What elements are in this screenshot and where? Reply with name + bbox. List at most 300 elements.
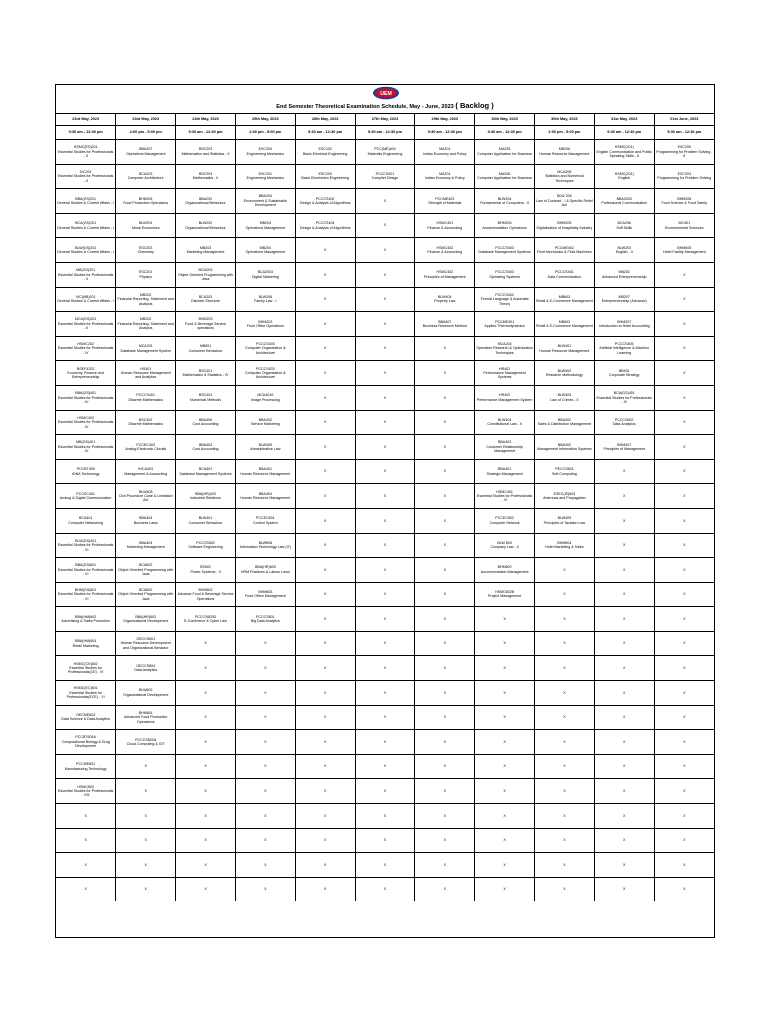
exam-cell: HSMC401 Finance & Accounting [415,213,475,238]
exam-cell: X [295,435,355,460]
exam-cell: BSC203 Mathematics and Statistics - II [176,140,236,165]
exam-cell: X [355,459,415,484]
exam-cell: BLW403 Law of Crimes - II [535,385,595,410]
exam-cell: X [235,754,295,779]
exam-cell: MCA206 Statistics and Numerical Techniques [535,164,595,189]
exam-cell: MCA202 Object Oriented Programming with Java [176,262,236,287]
exam-cell: PCCEC601 Control System [235,508,295,533]
exam-cell: IVC201 Essential Studies for Professionals - II [56,164,116,189]
exam-cell: X [415,607,475,632]
exam-cell: BBA406 Cost Accounting [176,410,236,435]
exam-cell: X [654,410,714,435]
exam-cell: BHM602 Accommodation Management [475,558,535,583]
exam-cell: X [535,582,595,607]
exam-cell: X [594,730,654,755]
exam-cell: PCCCS403 Database Management Systems [475,238,535,263]
exam-cell: X [176,705,236,730]
exam-cell: ESC203 Programming for Problem Solving [654,164,714,189]
date-header-cell: 29th May, 2023 [415,114,475,126]
exam-cell: IHCA403 Management & Accounting [116,459,176,484]
exam-cell: X [654,828,714,853]
exam-cell: X [475,681,535,706]
exam-cell: BBA(GS)201 General Studies & Current Affairs - I [56,189,116,214]
time-slot-cell: 9:30 am - 12:30 pm [295,126,355,140]
exam-cell: X [654,459,714,484]
exam-cell: X [355,484,415,509]
exam-cell: X [355,656,415,681]
exam-cell: HSMC402 Essential Studies for Professionals - IV [56,410,116,435]
exam-cell: X [594,607,654,632]
schedule-row [56,262,714,287]
exam-cell: MB201 Advanced Entrepreneurship [594,262,654,287]
exam-cell: HSMC202 Essential Studies for Professionals - IV [56,336,116,361]
exam-cell: MC401 Environmental Sciences [654,213,714,238]
exam-cell: BBA202 Organizational Behaviour [176,189,236,214]
exam-cell: PCCME601 Manufacturing Technology [56,754,116,779]
exam-cell: BBA404 Human Resource Management [235,484,295,509]
exam-cell: BLW401 Human Resource Management [535,336,595,361]
exam-cell: X [654,287,714,312]
exam-cell: X [355,877,415,901]
exam-cell: BHM203 Food & Beverage Service operations [176,312,236,337]
exam-cell: X [295,804,355,829]
exam-cell: X [475,804,535,829]
exam-cell: PCCEC401 Analog & Digital Communication [56,484,116,509]
exam-cell: BHM201 Food Production Operations [116,189,176,214]
exam-cell: X [355,558,415,583]
exam-cell: BLW402 Research Methodology [535,361,595,386]
exam-cell: X [415,681,475,706]
exam-cell: BHM407 Principles of Management [594,435,654,460]
exam-cell: BBA204 Environment & Sustainable Development [235,189,295,214]
exam-cell: X [415,361,475,386]
exam-cell: X [535,631,595,656]
exam-cell: BBA404 Business Laws [116,508,176,533]
exam-cell: BHM207 Introduction to Hotel Accounting [594,312,654,337]
time-slot-cell: 9:30 am - 12:30 pm [56,126,116,140]
exam-cell: X [176,681,236,706]
exam-cell: EE602 Power Systems - II [176,558,236,583]
exam-cell: HSMC802 Essential Studies for Professionals - VIII [56,779,116,804]
schedule-row [56,435,714,460]
exam-cell: X [355,361,415,386]
exam-cell: HS401 Human Resource Management and Analytics [116,361,176,386]
exam-cell: MCA201 Database Management System [116,336,176,361]
exam-cell: BCA401 Database Management Systems [176,459,236,484]
exam-cell: BLW405 Administrative Law [235,435,295,460]
schedule-row [56,705,714,730]
exam-cell: BHM605 Hotel Facility Management [654,238,714,263]
exam-cell: BBA401 Strategic Management [475,459,535,484]
exam-cell: X [415,508,475,533]
exam-cell: X [295,336,355,361]
exam-schedule-table [56,114,714,901]
exam-cell: X [295,754,355,779]
exam-cell: X [594,681,654,706]
exam-cell: X [116,804,176,829]
exam-cell: BLW404 Property Law [415,287,475,312]
time-header-row [56,126,714,140]
exam-cell: X [355,804,415,829]
exam-cell: X [475,877,535,901]
exam-cell: X [654,508,714,533]
exam-cell: PCCCS402 Design & Analysis of Algorithms [295,189,355,214]
exam-cell: X [415,804,475,829]
exam-cell: X [355,435,415,460]
exam-cell: ESC205 Programming for Problem Solving - II [654,140,714,165]
exam-cell: X [176,730,236,755]
exam-cell: X [475,656,535,681]
schedule-row [56,213,714,238]
exam-cell: X [355,705,415,730]
exam-cell: BLW(GS)401 Essential Studies for Professionals - VI [56,533,116,558]
exam-cell: X [415,730,475,755]
exam-cell: X [295,582,355,607]
exam-cell: PCCCS401 Data Communication [535,262,595,287]
exam-cell: X [295,607,355,632]
exam-cell: X [355,238,415,263]
date-header-cell: 01st June, 2023 [654,114,714,126]
exam-cell: BHM603 Front Office Management [235,582,295,607]
exam-cell: X [415,631,475,656]
exam-cell: X [176,631,236,656]
exam-cell: X [654,804,714,829]
exam-cell: X [235,804,295,829]
exam-cell: PCCCS602 Data Analytics [594,410,654,435]
exam-cell: X [355,336,415,361]
schedule-row [56,582,714,607]
time-slot-cell: 9:30 am - 12:30 pm [475,126,535,140]
exam-cell: MA201 Indian Economy & Policy [415,164,475,189]
exam-cell: X [415,385,475,410]
exam-cell: MB207 Entrepreneurship (Advance) [594,287,654,312]
time-slot-cell: 9:30 am - 12:30 pm [355,126,415,140]
exam-cell: MB603 Retail & E-Commerce Management [535,312,595,337]
exam-cell: X [594,631,654,656]
schedule-row [56,312,714,337]
exam-cell: X [415,484,475,509]
exam-cell: X [355,754,415,779]
date-header-cell: 30th May, 2023 [475,114,535,126]
date-header-row [56,114,714,126]
exam-cell: X [654,607,714,632]
exam-cell: X [56,804,116,829]
exam-cell: BBA(GS)601 Essential Studies for Professionals - VI [56,558,116,583]
exam-cell: HR402 Performance Management System [475,385,535,410]
exam-cell: PCCCS601 Big Data Analytics [235,607,295,632]
schedule-row [56,140,714,165]
exam-cell: BLW202 Organizational Behaviour [176,213,236,238]
exam-cell: BBA407 Business Research Method [415,312,475,337]
exam-cell: X [295,656,355,681]
exam-cell: BBA402 Management Information Systems [535,435,595,460]
backlog-label: ( Backlog ) [455,101,494,110]
exam-cell: PCCCS403 Operating Systems [475,262,535,287]
exam-cell: X [295,877,355,901]
exam-cell: X [176,656,236,681]
exam-cell: X [235,828,295,853]
exam-cell: X [475,853,535,878]
exam-cell: BLW608 Information Technology Law (IT) [235,533,295,558]
exam-cell: X [535,877,595,901]
schedule-row [56,754,714,779]
exam-cell: PCCCS602 Software Engineering [176,533,236,558]
schedule-row [56,361,714,386]
exam-cell: X [235,705,295,730]
exam-cell: X [116,877,176,901]
exam-cell: HR402 Performance Management Systems [475,361,535,386]
exam-cell: X [295,361,355,386]
exam-cell: BLW 603 Company Law - II [475,533,535,558]
exam-cell: BCA401 Computer Networking [56,508,116,533]
exam-cell: BLW404 Constitutional Law - II [475,410,535,435]
exam-cell: OECCS604 Data Analytics [116,656,176,681]
exam-cell: X [535,730,595,755]
time-slot-cell: 9:30 am - 12:30 pm [176,126,236,140]
exam-cell: X [535,681,595,706]
exam-cell: X [475,828,535,853]
exam-cell: X [654,730,714,755]
exam-cell: BSC401 Numerical Methods [176,385,236,410]
exam-cell: BBA(HR)403 Industrial Relations [176,484,236,509]
exam-cell: X [235,779,295,804]
schedule-row [56,189,714,214]
schedule-row [56,533,714,558]
exam-cell: X [415,435,475,460]
exam-cell: X [654,336,714,361]
exam-cell: X [295,533,355,558]
exam-cell: BCA203 Discrete Structure [176,287,236,312]
date-header-cell: 30th May, 2023 [535,114,595,126]
exam-cell: BBA(GS)401 Essential Studies for Professionals - IV [56,385,116,410]
exam-cell: BSC203 Mathematics - II [176,164,236,189]
exam-cell: HSMC(201) English Communication and Public Speaking Skills - II [594,140,654,165]
exam-cell: X [355,681,415,706]
exam-cell: MCA(GS)201 Essential Studies for Professionals - II [56,312,116,337]
date-header-cell: 25th May, 2023 [235,114,295,126]
exam-cell: BHM604 Hotel Marketing & Sales [535,533,595,558]
exam-cell: X [355,533,415,558]
exam-cell: X [176,804,236,829]
schedule-row [56,508,714,533]
exam-cell: X [235,853,295,878]
date-header-cell: 26th May, 2023 [295,114,355,126]
exam-cell: X [594,853,654,878]
exam-cell: BCA203 Computer Architecture [116,164,176,189]
exam-cell: ESC202 Basic Electrical Engineering [295,140,355,165]
exam-cell: MCA4016 Image Processing [235,385,295,410]
exam-cell: X [355,312,415,337]
title-text: End Semester Theoretical Examination Schedule, May - June, 2023 [276,104,454,110]
exam-cell: BHM208 Food Science & Food Safety [654,189,714,214]
exam-cell: X [535,804,595,829]
exam-cell: BLW201 Moral Economics [116,213,176,238]
time-slot-cell: 9:30 am - 12:30 pm [594,126,654,140]
exam-cell: BLW401 Consumer Behaviour [176,508,236,533]
exam-cell: X [295,312,355,337]
exam-cell: X [415,828,475,853]
exam-cell: HSMC(201) English [594,164,654,189]
exam-cell: X [415,853,475,878]
exam-cell: BLW602 Organizational Development [116,681,176,706]
exam-cell: X [654,435,714,460]
exam-cell: X [415,558,475,583]
exam-cell: BSC401 Mathematics & Statistics - IV [176,361,236,386]
exam-cell: BBA402 Service Marketing [235,410,295,435]
exam-cell: HSMC(EC)601 Essential Studies for Professionals(ECE) - VI [56,681,116,706]
exam-cell: BLW408 Civil Procedure Code & Limitation Act [116,484,176,509]
exam-cell: PCCCS403 Computer Organization & Architecture [235,336,295,361]
exam-cell: X [535,779,595,804]
exam-cell: X [654,484,714,509]
exam-cell: X [415,459,475,484]
schedule-row [56,779,714,804]
sheet-header [56,85,714,114]
exam-cell: BBA2003 Professional Communication [594,189,654,214]
exam-cell: X [594,533,654,558]
exam-cell: BBA(HR)603 HRM Practices & Labour Laws [235,558,295,583]
exam-cell: PCC(ME)404 Materials Engineering [355,140,415,165]
exam-cell: X [535,754,595,779]
exam-cell: IVC(MB)201 General Studies & Current Affairs - I [56,287,116,312]
exam-cell: MB204 Operations Management [235,238,295,263]
exam-cell: X [594,558,654,583]
exam-cell: X [355,582,415,607]
exam-cell: X [475,779,535,804]
exam-cell: BHM601 Advanced Food Production Operations [116,705,176,730]
exam-cell: X [295,828,355,853]
exam-cell: X [355,410,415,435]
exam-cell: BHM602 Advance Food & Beverage Service Operations [176,582,236,607]
exam-cell: BCA602 Object Oriented Programming with Java [116,558,176,583]
exam-cell: X [654,877,714,901]
schedule-row [56,853,714,878]
exam-cell: X [355,828,415,853]
exam-cell: X [654,558,714,583]
exam-cell: BCA2003 Digital Marketing [235,262,295,287]
exam-cell: ESEC(IE)603 Antennas and Propagation [535,484,595,509]
exam-cell: X [535,656,595,681]
exam-cell: PCCCS405 Artificial Intelligence & Machine Learning [594,336,654,361]
exam-cell: X [355,213,415,238]
exam-cell: X [594,459,654,484]
exam-cell: BB401 Corporate Strategy [594,361,654,386]
exam-cell: BLW 205 Law of Contract - I & Specific Relief Act [535,189,595,214]
exam-cell: MA206 Computer Application for Business [475,164,535,189]
exam-cell: BLW206 Family Law - I [235,287,295,312]
exam-cell: X [594,804,654,829]
exam-cell: BLW(GS)201 General Studies & Current Affairs - I [56,238,116,263]
exam-cell: X [654,262,714,287]
exam-cell: MB206 Human Resource Management [535,140,595,165]
exam-cell: X [56,853,116,878]
exam-cell: X [235,681,295,706]
exam-cell: X [415,705,475,730]
schedule-row [56,730,714,755]
exam-cell: X [415,336,475,361]
exam-cell: X [654,582,714,607]
exam-cell: BLW204 Fundamental of Computers - II [475,189,535,214]
exam-cell: X [176,779,236,804]
schedule-sheet [55,84,715,938]
exam-cell: X [295,681,355,706]
exam-cell: PCCEC403 Analog Electronic Circuits [116,435,176,460]
schedule-row [56,681,714,706]
exam-cell: PCCME401 Applied Thermodynamics [475,312,535,337]
exam-cell: X [654,853,714,878]
exam-cell: X [415,582,475,607]
exam-cell: X [594,484,654,509]
exam-cell: X [654,779,714,804]
exam-cell: PCCBT604A Computational Biology & Drug Development [56,730,116,755]
exam-cell: BBA401 Human Resource Management [235,459,295,484]
exam-cell: BLW203 English - II [594,238,654,263]
exam-cell: X [415,410,475,435]
exam-cell: X [295,238,355,263]
exam-cell: BSC402 Discrete Mathematics [116,410,176,435]
exam-cell: X [295,410,355,435]
exam-cell: X [415,656,475,681]
exam-cell: BSEF4202 Economy, Finance and Entrepreneurship [56,361,116,386]
exam-cell: X [415,754,475,779]
schedule-row [56,459,714,484]
exam-cell: X [355,730,415,755]
schedule-row [56,656,714,681]
exam-cell: X [56,828,116,853]
exam-cell: X [295,558,355,583]
exam-cell: X [116,828,176,853]
schedule-row [56,631,714,656]
exam-cell: X [295,508,355,533]
exam-cell: X [355,262,415,287]
exam-cell: PCCCS401 Discrete Mathematics [116,385,176,410]
time-slot-cell: 2:00 pm - 5:00 pm [116,126,176,140]
time-slot-cell: 9:30 am - 12:30 pm [654,126,714,140]
exam-cell: X [475,705,535,730]
date-header-cell: 24th May, 2023 [176,114,236,126]
schedule-row [56,558,714,583]
schedule-row [56,287,714,312]
exam-cell: ESC203 Basic Electronics Engineering [295,164,355,189]
schedule-row [56,238,714,263]
exam-cell: X [415,779,475,804]
exam-cell: MA201 Indian Economy and Policy [415,140,475,165]
exam-cell: X [654,705,714,730]
exam-cell: MB601 Consumer Behaviour [176,336,236,361]
exam-cell: X [594,582,654,607]
exam-cell: X [295,262,355,287]
date-header-cell: 27th May, 2023 [355,114,415,126]
exam-cell: X [295,631,355,656]
exam-cell: HSMC402 Finance & Accounting [415,238,475,263]
exam-cell: MB203 Marketing Management [176,238,236,263]
exam-cell: BHM205 Digitalization of Hospitality Industry [535,213,595,238]
exam-cell: X [295,730,355,755]
exam-cell: X [176,853,236,878]
exam-cell: X [116,853,176,878]
exam-cell: X [654,361,714,386]
exam-cell: X [176,754,236,779]
exam-cell: MCA204 Operation Research & Optimization Techniques [475,336,535,361]
exam-cell: X [235,730,295,755]
exam-cell: BBA207 Operations Management [116,140,176,165]
exam-cell: X [355,189,415,214]
exam-cell: MB(GS)401 Essential Studies for Professionals - IV [56,435,116,460]
time-slot-cell: 2:00 pm - 5:00 pm [235,126,295,140]
exam-cell: BHM(GS)601 Essential Studies for Professionals - VI [56,582,116,607]
exam-cell: X [295,853,355,878]
exam-cell: X [535,853,595,878]
